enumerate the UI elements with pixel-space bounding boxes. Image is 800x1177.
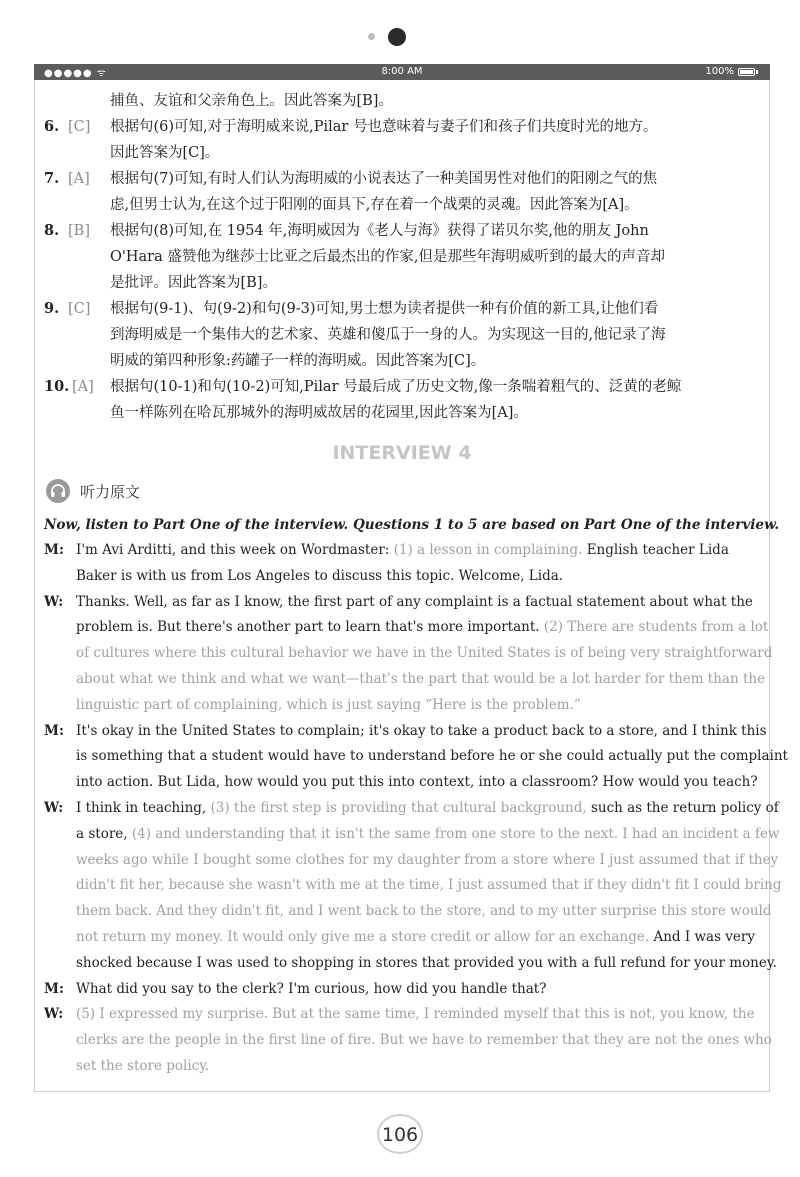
answer-line [44,400,760,426]
answer-number: 7. [44,170,60,187]
dialogue-line [44,925,760,951]
speaker-label [44,641,76,667]
answer-letter: [A] [72,379,94,395]
answer-number: 9. [44,300,60,317]
answer-line [44,114,760,140]
answer-text: 是批评。因此答案为[B]。 [110,275,277,291]
section-header [44,472,760,510]
page-dot [368,33,375,40]
battery-tip-icon [756,70,758,74]
dialogue-text [76,925,760,951]
answer-line [44,166,760,192]
answer-line [44,374,760,400]
dialogue-line [44,899,772,925]
page-content [44,88,788,1080]
dialogue-text [76,641,772,667]
dialogue-line [44,667,766,693]
answer-letter: [C] [68,119,91,135]
camera-dot [388,28,406,46]
speaker-label: M: [44,722,64,739]
answer-cue-text: (2) There are students from a lot [543,619,769,636]
status-bar [34,64,770,80]
dialogue-line [44,796,779,822]
transcript-text: Thanks. Well, as far as I know, the first part of any complaint is a factual statement about what the [76,593,753,610]
answer-line [44,270,760,296]
answer-line [44,296,760,322]
answer-text: 根据句(9-1)、句(9-2)和句(9-3)可知,男士想为读者提供一种有价值的新工具,让他们看 [110,301,659,317]
transcript-text: English teacher Lida [582,542,729,558]
speaker-label [44,667,76,693]
answer-text: O'Hara 盛赞他为继莎士比亚之后最杰出的作家,但是那些年海明威听到的最大的声音却 [110,249,665,265]
battery-icon [738,68,755,76]
dialogue-text [76,590,760,616]
answer-text: 根据句(7)可知,有时人们认为海明威的小说表达了一种美国男性对他们的阳刚之气的焦 [110,171,658,187]
dialogue-text [76,848,778,874]
answer-text: 鱼一样陈列在哈瓦那城外的海明威故居的花园里,因此答案为[A]。 [110,405,528,421]
transcript-text: And I was very [649,928,755,945]
answer-number [44,270,68,296]
dialogue-line [44,977,760,1003]
speaker-label [44,615,76,641]
answer-cue-text: set the store policy. [76,1057,210,1074]
dialogue-text [76,1028,772,1054]
transcript-text: problem is. But there's another part to learn that's more important. [76,619,544,636]
answer-cue-text: of cultures where this cultural behavior we have in the United States is of being very straightforward [76,645,773,662]
dialogue-line [44,1054,760,1080]
speaker-label: M: [44,980,64,997]
dialogue-line [44,1002,760,1028]
dialogue-line [44,615,769,641]
answer-number [44,140,68,166]
dialogue-text [76,1054,760,1080]
answer-line [44,218,760,244]
speaker-label: W: [44,593,64,610]
status-time: 8:00 AM [381,66,423,77]
answer-letter [68,270,110,296]
answer-text: 根据句(10-1)和句(10-2)可知,Pilar 号最后成了历史文物,像一条喘着粗气的、泛黄的老鲸 [110,379,682,395]
answer-letter: [A] [68,171,90,187]
answer-lead-line: 捕鱼、友谊和父亲角色上。因此答案为[B]。 [110,93,393,109]
answer-number [44,192,68,218]
page-indicator [0,28,800,48]
dialogue-text [76,951,777,977]
dialogue-text [76,977,760,1003]
dialogue-text [76,770,760,796]
speaker-label [44,873,76,899]
dialogue-text [76,899,772,925]
dialogue-text [76,538,760,564]
speaker-label: W: [44,1006,64,1023]
speaker-label: W: [44,799,64,816]
answer-text: 到海明威是一个集伟大的艺术家、英雄和傻瓜于一身的人。为实现这一目的,他记录了海 [110,327,666,343]
dialogue-text [76,1002,760,1028]
dialogue-text [76,693,760,719]
answer-letter [68,348,110,374]
answer-text: 根据句(6)可知,对于海明威来说,Pilar 号也意味着与妻子们和孩子们共度时光的地方。 [110,119,658,135]
section-title: 听力原文 [80,482,141,501]
answer-number [44,400,72,426]
headphones-icon [46,479,70,503]
dialogue-line [44,873,782,899]
answer-list [44,114,760,426]
speaker-label [44,951,76,977]
answer-cue-text: (3) the first step is providing that cultural background, [210,799,587,816]
dialogue-text [76,873,781,899]
answer-letter [68,140,110,166]
transcript-text: shocked because I was used to shopping in stores that provided you with a full refund for your money. [76,954,777,971]
answer-number: 8. [44,222,60,239]
dialogue-line [44,822,780,848]
speaker-label [44,1028,76,1054]
dialogue-line [44,951,777,977]
answer-letter [68,322,110,348]
speaker-label [44,848,76,874]
page-number-badge [365,1108,435,1160]
transcript-text: into action. But Lida, how would you put this into context, into a classroom? How would you teach? [76,774,758,791]
transcript-text: I think in teaching, [76,799,211,816]
answer-letter [68,192,110,218]
transcript-text: What did you say to the clerk? I'm curious, how did you handle that? [76,980,547,997]
dialogue-text [76,822,780,848]
dialogue-line [44,590,760,616]
dialogue-line [44,848,779,874]
transcript-text: I'm Avi Arditti, and this week on Wordmaster: [76,542,394,558]
battery-indicator [705,66,758,77]
signal-indicator: ●●●●● ᯤ [44,68,107,79]
dialogue-text [76,615,768,641]
battery-percent: 100% [705,66,734,77]
dialogue-text [76,719,767,745]
dialogue-line [44,564,760,590]
answer-cue-text: (1) a lesson in complaining. [393,542,583,558]
dialogue-text [76,667,765,693]
answer-cue-text: (4) and understanding that it isn't the same from one store to the next. I had an incident a few [131,825,780,842]
transcript-text: such as the return policy of [586,799,779,816]
answer-line [44,192,760,218]
answer-cue-text: didn't fit her, because she wasn't with me at the time, I just assumed that if they didn't fit I could bring [76,877,782,894]
dialogue-text [76,744,788,770]
dialogue-line [44,744,788,770]
transcript-text: a store, [76,825,132,842]
answer-cue-text: them back. And they didn't fit, and I went back to the store, and to my utter surprise this store would [76,903,772,920]
answer-cue-text: (5) I expressed my surprise. But at the same time, I reminded myself that this is not, you know, the [76,1006,755,1023]
speaker-label [44,925,76,951]
answer-letter [68,244,110,270]
page-number: 106 [377,1114,423,1154]
answer-line [44,244,760,270]
speaker-label [44,693,76,719]
answer-text: 根据句(8)可知,在 1954 年,海明威因为《老人与海》获得了诺贝尔奖,他的朋友 John [110,223,649,239]
answer-cue-text: clerks are the people in the first line of fire. But we have to remember that they are not the ones who [76,1032,772,1049]
answer-line [44,140,760,166]
speaker-label [44,899,76,925]
speaker-label [44,822,76,848]
speaker-label [44,564,76,590]
headphones-icon-glyph [50,484,66,498]
answer-cue-text: not return my money. It would only give me a store credit or allow for an exchange. [76,928,650,945]
transcript-text: It's okay in the United States to complain; it's okay to take a product back to a store, and I think this [76,722,767,739]
dialogue-line [44,1028,772,1054]
answer-cue-text: weeks ago while I bought some clothes for my daughter from a store where I just assumed that if they [76,851,779,868]
answer-text: 因此答案为[C]。 [110,145,220,161]
answer-cue-text: about what we think and what we want—that's the part that would be a lot harder for them than the [76,670,766,687]
dialogue-line [44,770,760,796]
answer-number: 10. [44,378,70,395]
instruction-text: Now, listen to Part One of the interview. Questions 1 to 5 are based on Part One of the interview. [44,517,780,533]
answer-number [44,322,68,348]
dialogue-line [44,641,773,667]
dialogue-line [44,693,760,719]
dialogue-line [44,538,760,564]
answer-letter [72,400,110,426]
dialogue-line [44,719,767,745]
answer-line [44,322,760,348]
answer-letter: [C] [68,301,91,317]
answer-cue-text: linguistic part of complaining, which is just saying “Here is the problem.” [76,696,581,713]
answer-text: 明威的第四种形象:药罐子一样的海明威。因此答案为[C]。 [110,353,486,369]
answer-text: 虑,但男士认为,在这个过于阳刚的面具下,存在着一个战栗的灵魂。因此答案为[A]。 [110,197,639,213]
dialogue-transcript [44,538,788,1080]
dialogue-text [76,564,760,590]
speaker-label [44,770,76,796]
transcript-text: Baker is with us from Los Angeles to discuss this topic. Welcome, Lida. [76,567,564,584]
answer-letter: [B] [68,223,90,239]
answer-number: 6. [44,118,60,135]
answer-number [44,348,68,374]
transcript-text: is something that a student would have to understand before he or she could actually put the complaint [76,748,788,765]
speaker-label [44,1054,76,1080]
speaker-label: M: [44,542,64,558]
speaker-label [44,744,76,770]
interview-heading: INTERVIEW 4 [332,442,472,464]
dialogue-text [76,796,779,822]
answer-line [44,348,760,374]
answer-number [44,244,68,270]
